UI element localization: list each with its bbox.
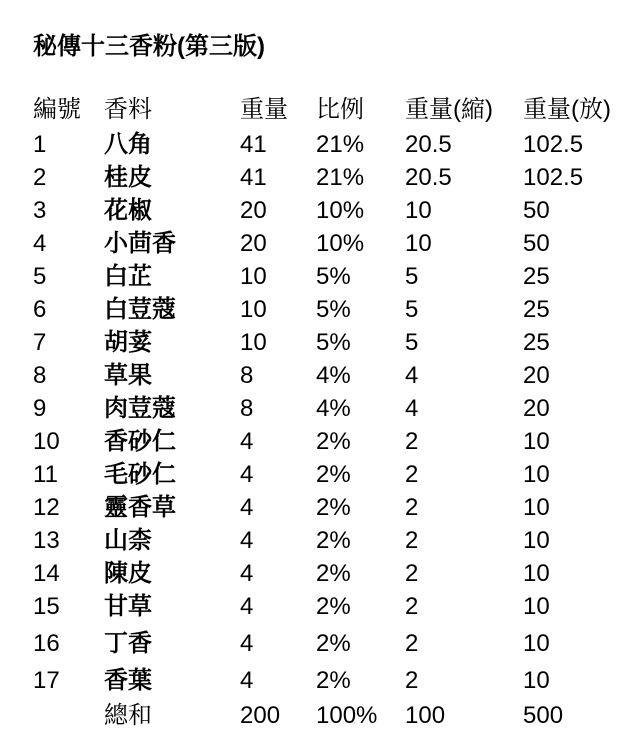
cell-weight[interactable]: 4 xyxy=(240,428,254,455)
cell-spice[interactable]: 白芷 xyxy=(104,263,152,290)
cell-ratio[interactable]: 2% xyxy=(316,667,351,694)
cell-weight[interactable]: 20 xyxy=(240,230,267,257)
cell-weight-reduced[interactable]: 2 xyxy=(405,461,419,488)
cell-weight[interactable]: 8 xyxy=(240,395,254,422)
cell-ratio[interactable]: 2% xyxy=(316,428,351,455)
cell-number[interactable]: 1 xyxy=(33,131,47,158)
cell-weight[interactable]: 41 xyxy=(240,131,267,158)
cell-number[interactable]: 5 xyxy=(33,263,47,290)
cell-weight-scaled[interactable]: 10 xyxy=(523,527,550,554)
cell-weight-scaled[interactable]: 10 xyxy=(523,593,550,620)
cell-number[interactable]: 8 xyxy=(33,362,47,389)
cell-weight[interactable]: 8 xyxy=(240,362,254,389)
cell-spice[interactable]: 肉荳蔻 xyxy=(104,395,176,422)
cell-weight-scaled[interactable]: 50 xyxy=(523,197,550,224)
cell-weight[interactable]: 4 xyxy=(240,630,254,657)
cell-spice[interactable]: 花椒 xyxy=(104,197,152,224)
cell-ratio[interactable]: 21% xyxy=(316,164,365,191)
cell-weight-reduced[interactable]: 2 xyxy=(405,667,419,694)
total-weight[interactable]: 200 xyxy=(240,702,281,729)
cell-spice[interactable]: 丁香 xyxy=(104,630,152,657)
cell-weight-reduced[interactable]: 2 xyxy=(405,560,419,587)
cell-weight-scaled[interactable]: 25 xyxy=(523,296,550,323)
cell-number[interactable]: 9 xyxy=(33,395,47,422)
cell-ratio[interactable]: 10% xyxy=(316,197,365,224)
cell-number[interactable]: 14 xyxy=(33,560,60,587)
cell-weight-reduced[interactable]: 2 xyxy=(405,593,419,620)
header-number[interactable]: 編號 xyxy=(33,96,81,123)
cell-weight-reduced[interactable]: 20.5 xyxy=(405,164,452,191)
header-weight[interactable]: 重量 xyxy=(240,96,288,123)
cell-weight[interactable]: 4 xyxy=(240,593,254,620)
cell-spice[interactable]: 白荳蔻 xyxy=(104,296,176,323)
cell-weight-scaled[interactable]: 102.5 xyxy=(523,164,584,191)
cell-ratio[interactable]: 2% xyxy=(316,461,351,488)
cell-number[interactable]: 15 xyxy=(33,593,60,620)
header-ratio[interactable]: 比例 xyxy=(316,96,364,123)
cell-weight-reduced[interactable]: 2 xyxy=(405,630,419,657)
cell-weight-reduced[interactable]: 20.5 xyxy=(405,131,452,158)
cell-spice[interactable]: 陳皮 xyxy=(104,560,152,587)
cell-number[interactable]: 13 xyxy=(33,527,60,554)
header-weight-reduced[interactable]: 重量(縮) xyxy=(405,96,493,123)
cell-number[interactable]: 16 xyxy=(33,630,60,657)
cell-weight-scaled[interactable]: 25 xyxy=(523,329,550,356)
cell-ratio[interactable]: 5% xyxy=(316,329,351,356)
sheet-title[interactable]: 秘傳十三香粉(第三版) xyxy=(33,33,265,60)
cell-spice[interactable]: 香砂仁 xyxy=(104,428,176,455)
cell-weight-reduced[interactable]: 2 xyxy=(405,527,419,554)
cell-weight-scaled[interactable]: 10 xyxy=(523,428,550,455)
cell-weight-reduced[interactable]: 5 xyxy=(405,296,419,323)
cell-weight-reduced[interactable]: 2 xyxy=(405,428,419,455)
cell-weight[interactable]: 4 xyxy=(240,667,254,694)
cell-spice[interactable]: 靈香草 xyxy=(104,494,176,521)
total-weight-reduced[interactable]: 100 xyxy=(405,702,446,729)
cell-weight-scaled[interactable]: 25 xyxy=(523,263,550,290)
cell-weight-reduced[interactable]: 4 xyxy=(405,395,419,422)
cell-number[interactable]: 7 xyxy=(33,329,47,356)
cell-spice[interactable]: 山柰 xyxy=(104,527,152,554)
cell-spice[interactable]: 香葉 xyxy=(104,667,152,694)
cell-spice[interactable]: 桂皮 xyxy=(104,164,152,191)
total-weight-scaled[interactable]: 500 xyxy=(523,702,564,729)
cell-weight-reduced[interactable]: 4 xyxy=(405,362,419,389)
cell-weight[interactable]: 10 xyxy=(240,329,267,356)
cell-weight-scaled[interactable]: 10 xyxy=(523,630,550,657)
cell-weight-scaled[interactable]: 102.5 xyxy=(523,131,584,158)
cell-weight-reduced[interactable]: 10 xyxy=(405,230,432,257)
cell-ratio[interactable]: 4% xyxy=(316,362,351,389)
header-spice[interactable]: 香料 xyxy=(104,96,152,123)
cell-number[interactable]: 11 xyxy=(33,461,58,488)
cell-weight-scaled[interactable]: 10 xyxy=(523,560,550,587)
cell-spice[interactable]: 小茴香 xyxy=(104,230,176,257)
cell-spice[interactable]: 草果 xyxy=(104,362,152,389)
cell-number[interactable]: 2 xyxy=(33,164,47,191)
cell-weight-scaled[interactable]: 10 xyxy=(523,667,550,694)
cell-ratio[interactable]: 2% xyxy=(316,560,351,587)
cell-ratio[interactable]: 2% xyxy=(316,630,351,657)
cell-weight-scaled[interactable]: 10 xyxy=(523,461,550,488)
total-ratio[interactable]: 100% xyxy=(316,702,378,729)
cell-weight[interactable]: 4 xyxy=(240,560,254,587)
cell-spice[interactable]: 甘草 xyxy=(104,593,152,620)
cell-weight-reduced[interactable]: 2 xyxy=(405,494,419,521)
cell-weight[interactable]: 10 xyxy=(240,263,267,290)
header-weight-scaled[interactable]: 重量(放) xyxy=(523,96,611,123)
cell-number[interactable]: 4 xyxy=(33,230,47,257)
cell-spice[interactable]: 八角 xyxy=(104,131,152,158)
cell-spice[interactable]: 胡荽 xyxy=(104,329,152,356)
cell-ratio[interactable]: 4% xyxy=(316,395,351,422)
cell-number[interactable]: 12 xyxy=(33,494,60,521)
cell-weight[interactable]: 10 xyxy=(240,296,267,323)
cell-ratio[interactable]: 2% xyxy=(316,494,351,521)
cell-weight-reduced[interactable]: 10 xyxy=(405,197,432,224)
cell-weight[interactable]: 20 xyxy=(240,197,267,224)
cell-weight-reduced[interactable]: 5 xyxy=(405,263,419,290)
cell-number[interactable]: 10 xyxy=(33,428,60,455)
cell-weight-scaled[interactable]: 20 xyxy=(523,395,550,422)
cell-weight[interactable]: 4 xyxy=(240,527,254,554)
total-spice[interactable]: 總和 xyxy=(104,702,152,729)
cell-weight-scaled[interactable]: 50 xyxy=(523,230,550,257)
cell-ratio[interactable]: 2% xyxy=(316,593,351,620)
cell-ratio[interactable]: 10% xyxy=(316,230,365,257)
cell-number[interactable]: 17 xyxy=(33,667,60,694)
cell-weight[interactable]: 41 xyxy=(240,164,267,191)
cell-number[interactable]: 3 xyxy=(33,197,47,224)
cell-ratio[interactable]: 5% xyxy=(316,263,351,290)
cell-spice[interactable]: 毛砂仁 xyxy=(104,461,176,488)
cell-number[interactable]: 6 xyxy=(33,296,47,323)
cell-weight-reduced[interactable]: 5 xyxy=(405,329,419,356)
cell-ratio[interactable]: 21% xyxy=(316,131,365,158)
cell-ratio[interactable]: 2% xyxy=(316,527,351,554)
cell-weight[interactable]: 4 xyxy=(240,494,254,521)
cell-weight-scaled[interactable]: 20 xyxy=(523,362,550,389)
cell-weight-scaled[interactable]: 10 xyxy=(523,494,550,521)
cell-ratio[interactable]: 5% xyxy=(316,296,351,323)
cell-weight[interactable]: 4 xyxy=(240,461,254,488)
